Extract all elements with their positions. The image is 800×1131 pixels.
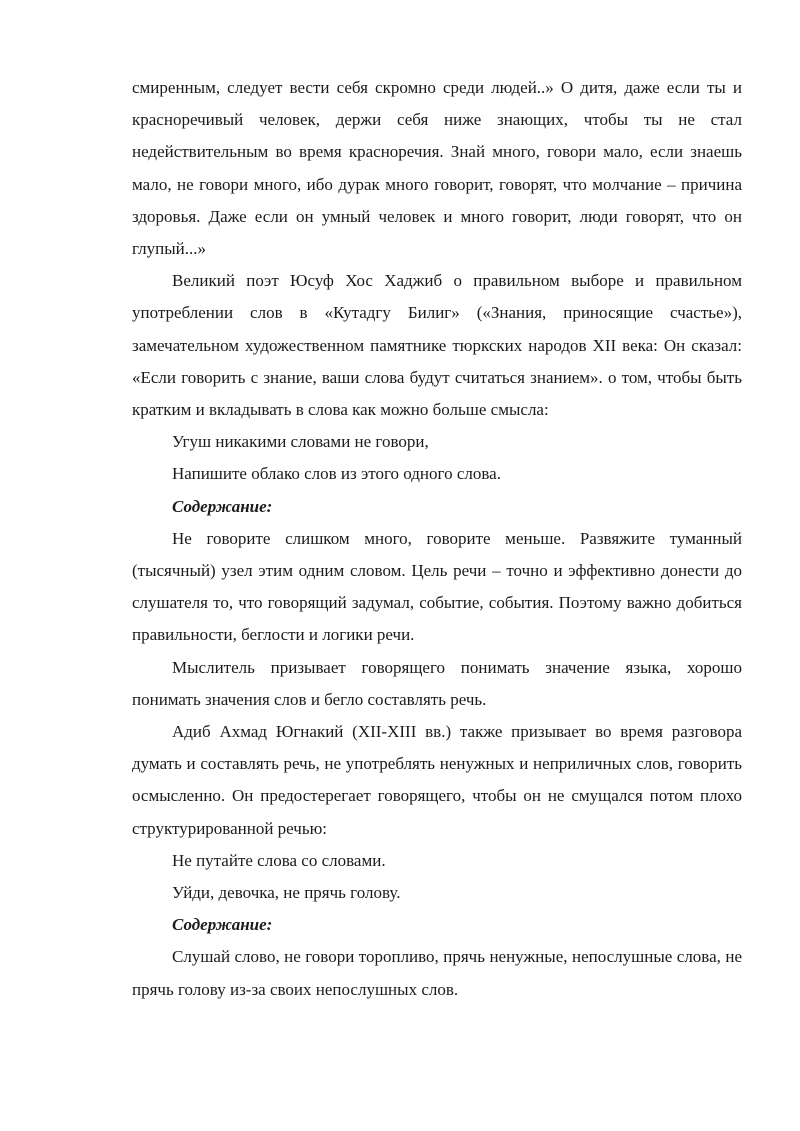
paragraph-yusuf-khos-khajib: Великий поэт Юсуф Хос Хаджиб о правильном выборе и правильном употреблении слов в «Кутадгу Билиг» («Знания, приносящие счастье»), замечательном художественном памятнике тюркских народов XII века: Он сказал: «Если говорить с знание, ваши слова будут считаться знанием». о том, чтобы быть кратким и вкладывать в слова как можно больше смысла: (132, 271, 742, 420)
paragraph-adib-ahmad: Адиб Ахмад Югнакий (XII-XIII вв.) также призывает во время разговора думать и составлять речь, не употреблять ненужных и неприличных слов, говорить осмысленно. Он предостерегает говорящего, чтобы он не смущался потом плохо структурированной речью: (132, 722, 742, 838)
paragraph-thinker: Мыслитель призывает говорящего понимать значение языка, хорошо понимать значения слов и бегло составлять речь. (132, 657, 742, 709)
verse-line: Напишите облако слов из этого одного слова. (172, 464, 501, 484)
paragraph-content: Слушай слово, не говори торопливо, прячь ненужные, непослушные слова, не прячь голову из-за своих непослушных слов. (132, 947, 742, 999)
content-heading: Содержание: (172, 496, 273, 516)
content-heading: Содержание: (172, 915, 273, 935)
verse-line: Уйди, девочка, не прячь голову. (172, 883, 401, 903)
verse-line: Не путайте слова со словами. (172, 850, 386, 870)
paragraph-content: Не говорите слишком много, говорите меньше. Развяжите туманный (тысячный) узел этим одним словом. Цель речи – точно и эффективно донести до слушателя то, что говорящий задумал, событие, события. Поэтому важно добиться правильности, беглости и логики речи. (132, 528, 742, 645)
verse-line: Угуш никакими словами не говори, (172, 432, 429, 452)
paragraph-continuation: смиренным, следует вести себя скромно среди людей..» О дитя, даже если ты и красноречивый человек, держи себя ниже знающих, чтобы ты не стал недействительным во время красноречия. Знай много, говори мало, если знаешь мало, не говори много, ибо дурак много говорит, говорят, что молчание – причина здоровья. Даже если он умный человек и много говорит, люди говорят, что он глупый...» (132, 78, 742, 259)
